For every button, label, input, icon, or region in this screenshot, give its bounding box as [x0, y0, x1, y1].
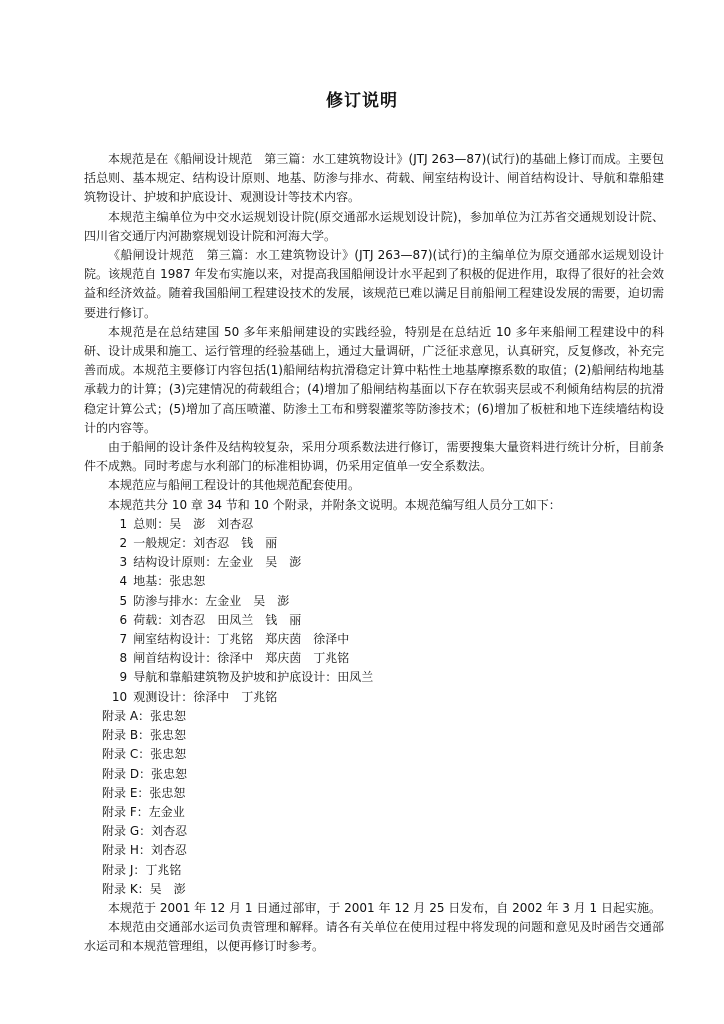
chapter-number: 6 [119, 612, 128, 627]
list-item [84, 611, 664, 630]
appendix-item: 附录 K：吴 澎 [102, 881, 186, 896]
chapter-number: 9 [119, 670, 128, 685]
list-item [84, 688, 664, 707]
chapter-text: 防渗与排水：左金业 吴 澎 [133, 593, 290, 608]
list-item [84, 649, 664, 668]
document-body [84, 150, 664, 957]
appendix-item: 附录 G：刘杏忍 [102, 824, 188, 839]
list-item [84, 592, 664, 611]
paragraph-editors: 本规范主编单位为中交水运规划设计院(原交通部水运规划设计院)，参加单位为江苏省交通规划设计院、四川省交通厅内河勘察规划设计院和河海大学。 [84, 209, 664, 243]
chapter-number: 7 [119, 632, 128, 647]
chapter-text: 观测设计：徐泽中 丁兆铭 [133, 689, 278, 704]
appendix-item: 附录 E：张忠恕 [102, 785, 186, 800]
list-item [84, 553, 664, 572]
chapter-text: 导航和靠船建筑物及护坡和护底设计：田凤兰 [133, 670, 374, 685]
paragraph-structure: 本规范共分 10 章 34 节和 10 个附录，并附条文说明。本规范编写组人员分工如下： [108, 497, 561, 512]
chapter-text: 结构设计原则：左金业 吴 澎 [133, 555, 302, 570]
appendix-item: 附录 A：张忠恕 [102, 708, 187, 723]
appendix-item: 附录 F：左金业 [102, 804, 185, 819]
chapter-text: 闸首结构设计：徐泽中 郑庆茵 丁兆铭 [133, 651, 350, 666]
chapter-text: 地基：张忠恕 [133, 574, 206, 589]
paragraph-management: 本规范由交通部水运司负责管理和解释。请各有关单位在使用过程中将发现的问题和意见及时函告交通部水运司和本规范管理组，以便再修订时参考。 [84, 920, 664, 954]
chapter-number: 8 [119, 651, 128, 666]
paragraph-usage: 本规范应与船闸工程设计的其他规范配套使用。 [108, 478, 361, 493]
appendix-item: 附录 J：丁兆铭 [102, 862, 182, 877]
list-item [84, 572, 664, 591]
list-item [84, 515, 664, 534]
appendix-item: 附录 C：张忠恕 [102, 747, 187, 762]
chapter-number: 10 [111, 689, 128, 704]
appendix-item: 附录 D：张忠恕 [102, 766, 188, 781]
chapter-number: 1 [119, 516, 128, 531]
list-item [84, 534, 664, 553]
chapter-text: 闸室结构设计：丁兆铭 郑庆茵 徐泽中 [133, 632, 350, 647]
list-item [84, 630, 664, 649]
page-title: 修订说明 [326, 91, 398, 111]
chapter-number: 2 [119, 536, 128, 551]
chapter-text: 荷载：刘杏忍 田凤兰 钱 丽 [133, 612, 302, 627]
paragraph-intro: 本规范是在《船闸设计规范 第三篇：水工建筑物设计》(JTJ 263—87)(试行)的基础上修订而成。主要包括总则、基本规定、结构设计原则、地基、防渗与排水、荷载、闸室结构设计、闸首结构设计、导航和靠船建筑物设计、护坡和护底设计、观测设计等技术内容。 [84, 152, 664, 205]
appendix-item: 附录 H：刘杏忍 [102, 843, 187, 858]
chapter-number: 3 [119, 555, 128, 570]
chapter-text: 一般规定：刘杏忍 钱 丽 [133, 536, 278, 551]
paragraph-dates: 本规范于 2001 年 12 月 1 日通过部审，于 2001 年 12 月 25 日发布，自 2002 年 3 月 1 日起实施。 [108, 900, 661, 915]
appendix-item: 附录 B：张忠恕 [102, 728, 187, 743]
paragraph-history: 《船闸设计规范 第三篇：水工建筑物设计》(JTJ 263—87)(试行)的主编单位为原交通部水运规划设计院。该规范自 1987 年发布实施以来，对提高我国船闸设计水平起到了积极的促进作用，取得了很好的社会效益和经济效益。随着我国船闸工程建设技术的发展，该规范已难以满足目前船闸工程建设发展的需要，迫切需要进行修订。 [84, 248, 664, 320]
chapter-number: 5 [119, 593, 128, 608]
chapter-text: 总则：吴 澎 刘杏忍 [133, 516, 254, 531]
paragraph-safety-factor: 由于船闸的设计条件及结构较复杂，采用分项系数法进行修订，需要搜集大量资料进行统计分析，目前条件不成熟。同时考虑与水利部门的标准相协调，仍采用定值单一安全系数法。 [84, 440, 664, 474]
chapter-number: 4 [119, 574, 128, 589]
paragraph-revision-content: 本规范是在总结建国 50 多年来船闸建设的实践经验，特别是在总结近 10 多年来船闸工程建设中的科研、设计成果和施工、运行管理的经验基础上，通过大量调研，广泛征求意见，认真研究，反复修改，补充完善而成。本规范主要修订内容包括(1)船闸结构抗滑稳定计算中粘性土地基摩擦系数的取值；(2)船闸结构地基承载力的计算；(3)完建情况的荷载组合；(4)增加了船闸结构基面以下存在软弱夹层或不利倾角结构层的抗滑稳定计算公式；(5)增加了高压喷灌、防渗土工布和劈裂灌浆等防渗技术；(6)增加了板桩和地下连续墙结构设计的内容等。 [84, 324, 664, 435]
chapter-author-list [84, 515, 664, 707]
appendix-author-list [84, 707, 664, 899]
list-item [84, 668, 664, 687]
